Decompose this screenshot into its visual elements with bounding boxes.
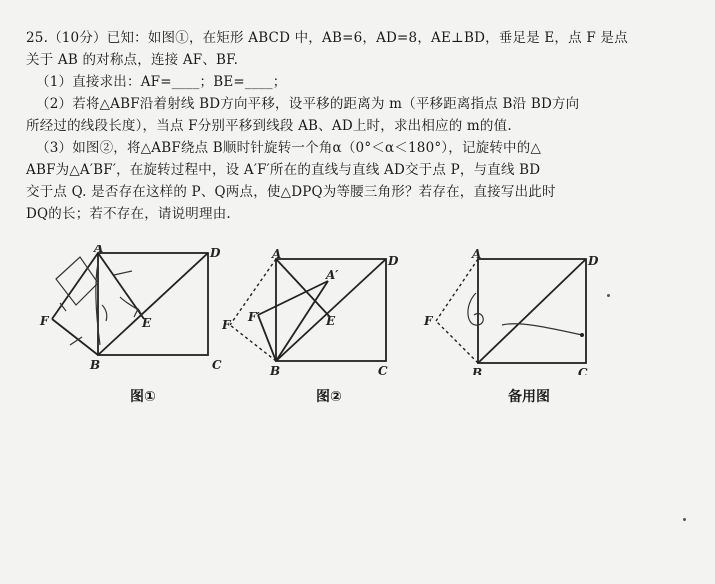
segment-ae [276, 259, 330, 317]
diagonal-bd [478, 259, 586, 363]
label-c: C [378, 364, 388, 375]
segment-bf [52, 319, 98, 355]
label-a: A [94, 245, 104, 255]
segment-af [52, 253, 98, 319]
figure-spare [422, 245, 602, 375]
label-a-prime: A′ [326, 268, 339, 282]
figure-1-diagram [36, 245, 226, 375]
label-b: B [270, 364, 281, 375]
segment-bf2 [258, 315, 276, 361]
problem-line-6: （3）如图②，将△ABF绕点 B顺时针旋转一个角α（0°＜α＜180°），记旋转中的△ [36, 140, 542, 156]
label-c: C [578, 366, 588, 375]
label-f: F [222, 318, 231, 332]
figure-spare-diagram [422, 245, 602, 375]
label-f: F [424, 314, 433, 328]
label-f: F [40, 314, 49, 328]
figure-1 [36, 245, 226, 375]
figure-2 [222, 245, 412, 375]
caption-figure-2: 图② [316, 389, 342, 405]
diagonal-bd [98, 253, 208, 355]
dashed-bf [436, 321, 478, 363]
label-e: E [326, 314, 336, 328]
pencil-marks [468, 293, 582, 335]
caption-figure-1: 图① [130, 389, 156, 405]
problem-line-7: ABF为△A′BF′，在旋转过程中，设 A′F′所在的直线与直线 AD交于点 P，与直线 BD [26, 162, 541, 178]
problem-line-4: （2）若将△ABF沿着射线 BD方向平移，设平移的距离为 m（平移距离指点 B沿 BD方向 [36, 96, 580, 112]
label-f-prime: F′ [248, 310, 260, 324]
problem-line-9: DQ的长；若不存在，请说明理由. [26, 206, 231, 222]
problem-text [26, 27, 698, 225]
pencil-dot [580, 333, 584, 337]
label-d: D [588, 254, 599, 268]
label-d: D [388, 254, 399, 268]
dashed-af [436, 259, 478, 321]
caption-figure-spare: 备用图 [508, 389, 550, 405]
problem-line-8: 交于点 Q. 是否存在这样的 P、Q两点，使△DPQ为等腰三角形？若存在，直接写出此时 [26, 184, 556, 200]
label-c: C [212, 358, 222, 372]
figure-2-diagram [222, 245, 412, 375]
label-b: B [90, 358, 101, 372]
paper-speck [683, 518, 686, 521]
label-b: B [472, 366, 483, 375]
problem-line-5: 所经过的线段长度），当点 F分别平移到线段 AB、AD上时，求出相应的 m的值. [26, 118, 512, 134]
problem-line-1: 25.（10分）已知：如图①，在矩形 ABCD 中，AB=6，AD=8，AE⊥BD，垂足是 E，点 F 是点 [26, 30, 628, 46]
label-a: A [272, 247, 282, 261]
paper-speck [607, 294, 610, 297]
label-e: E [142, 316, 152, 330]
problem-line-2: 关于 AB 的对称点，连接 AF、BF. [26, 52, 239, 68]
problem-line-3: （1）直接求出：AF=____；BE=____； [36, 74, 287, 90]
label-d: D [210, 246, 221, 260]
label-a: A [472, 247, 482, 261]
